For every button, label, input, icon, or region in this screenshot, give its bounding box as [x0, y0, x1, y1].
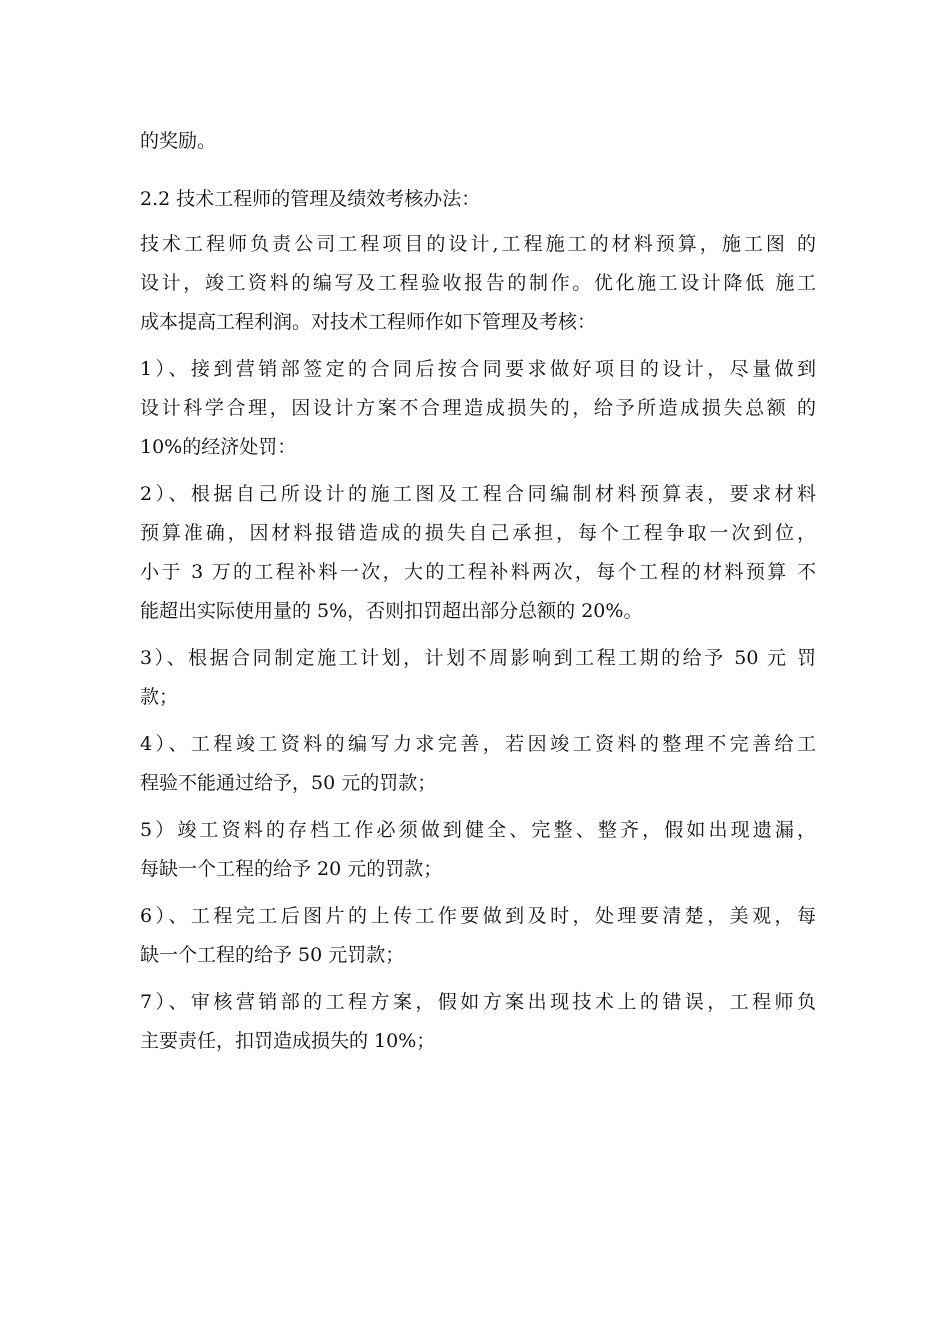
list-item-line: 10%的经济处罚：: [140, 436, 297, 458]
list-item-line: 3）、根据合同制定施工计划，计划不周影响到工程工期的给予 50 元 罚: [140, 647, 816, 669]
list-item-line: 6）、工程完工后图片的上传工作要做到及时，处理要清楚，美观，每: [140, 905, 816, 927]
text-line: 成本提高工程利润。对技术工程师作如下管理及考核：: [140, 311, 597, 333]
text-line: 的奖励。: [140, 130, 217, 152]
list-item-line: 小于 3 万的工程补料一次，大的工程补料两次，每个工程的材料预算 不: [140, 561, 816, 583]
list-item-line: 预算准确，因材料报错造成的损失自己承担，每个工程争取一次到位，: [140, 522, 816, 544]
list-item-line: 缺一个工程的给予 50 元罚款；: [140, 944, 405, 966]
list-item-line: 7）、审核营销部的工程方案，假如方案出现技术上的错误，工程师负: [140, 991, 816, 1013]
list-item-line: 4）、工程竣工资料的编写力求完善，若因竣工资料的整理不完善给工: [140, 733, 816, 755]
list-item-line: 款；: [140, 686, 179, 708]
text-line: 技术工程师负责公司工程项目的设计,工程施工的材料预算，施工图 的: [140, 233, 816, 255]
list-item-line: 1）、接到营销部签定的合同后按合同要求做好项目的设计，尽量做到: [140, 358, 816, 380]
document-body: [140, 122, 816, 1061]
list-item-line: 5）竣工资料的存档工作必须做到健全、完整、整齐，假如出现遗漏，: [140, 819, 816, 841]
list-item-line: 2）、根据自己所设计的施工图及工程合同编制材料预算表，要求材料: [140, 483, 816, 505]
list-item-line: 能超出实际使用量的 5%，否则扣罚超出部分总额的 20%。: [140, 600, 643, 622]
list-item-line: 程验不能通过给予，50 元的罚款；: [140, 772, 437, 794]
list-item-line: 每缺一个工程的给予 20 元的罚款；: [140, 858, 443, 880]
list-item-line: 设计科学合理，因设计方案不合理造成损失的，给予所造成损失总额 的: [140, 397, 816, 419]
text-line: 设计，竣工资料的编写及工程验收报告的制作。优化施工设计降低 施工: [140, 272, 816, 294]
list-item-line: 主要责任，扣罚造成损失的 10%；: [140, 1030, 436, 1052]
section-heading: 2.2 技术工程师的管理及绩效考核办法：: [140, 188, 481, 210]
